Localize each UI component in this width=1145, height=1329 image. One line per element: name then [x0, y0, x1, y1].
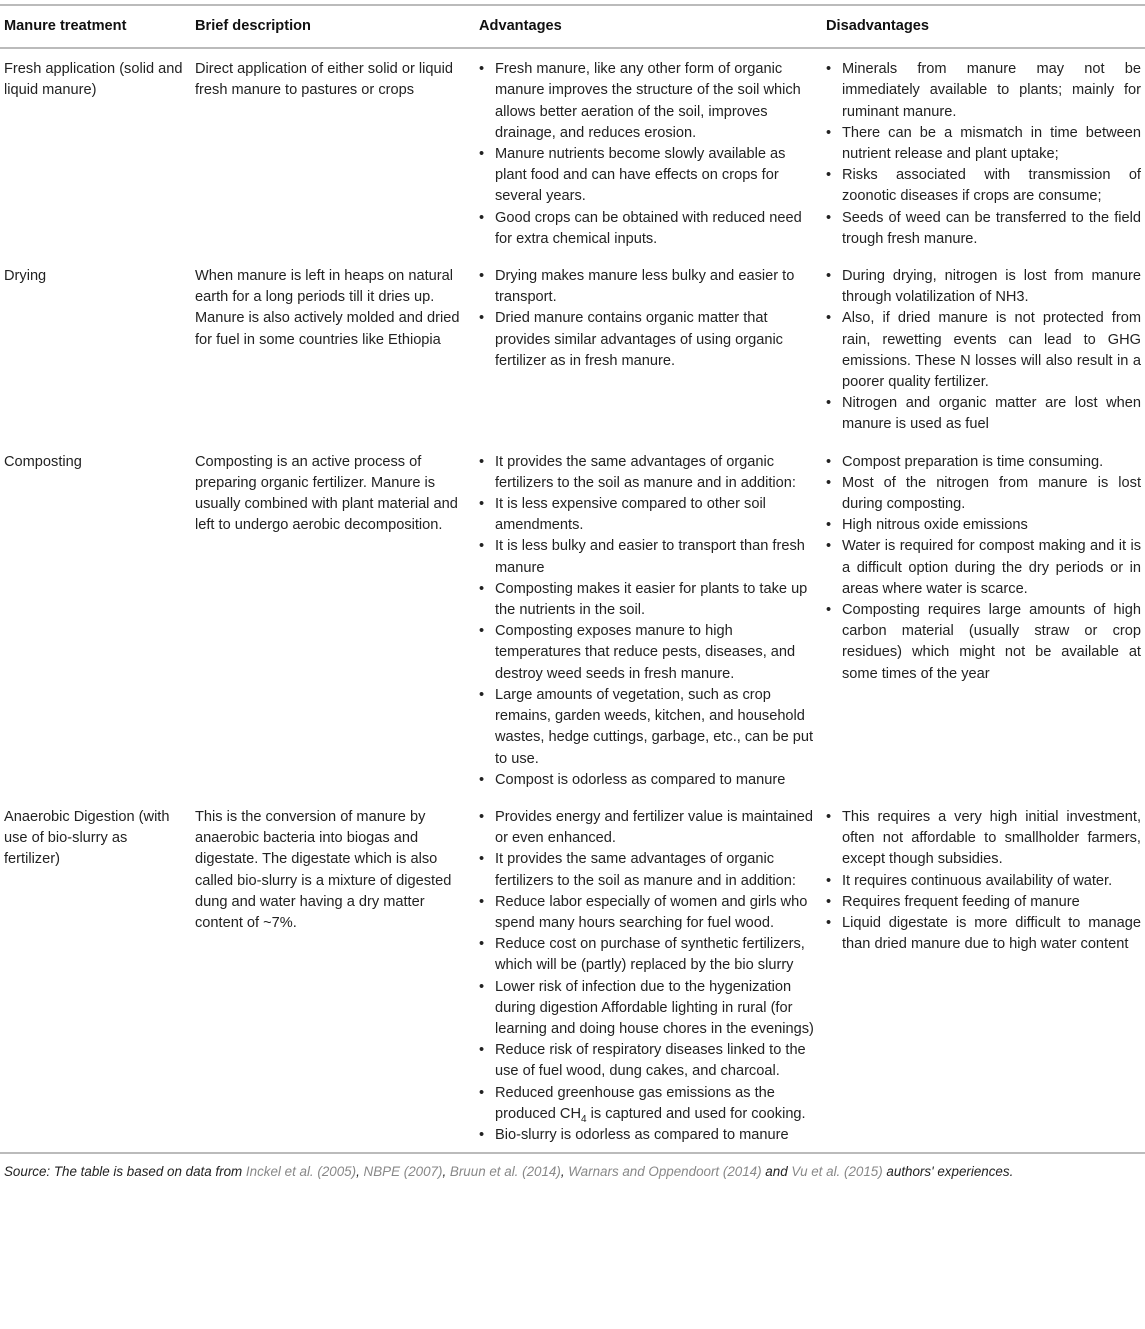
advantage-item: • Lower risk of infection due to the hygenization during digestion Affordable lighting in rural (for learning and doing house chores in the evenings) [479, 977, 818, 1041]
advantage-item: • Manure nutrients become slowly available as plant food and can have effects on crops for several years. [479, 144, 818, 208]
advantage-item: • Provides energy and fertilizer value is maintained or even enhanced. [479, 807, 818, 849]
description-cell: Direct application of either solid or liquid fresh manure to pastures or crops [195, 61, 453, 99]
disadvantage-item: • During drying, nitrogen is lost from manure through volatilization of NH3. [826, 266, 1141, 308]
table-row [0, 799, 1145, 1153]
description-cell: This is the conversion of manure by anaerobic bacteria into biogas and digestate. The digestate which is also called bio-slurry is a mixture of digested dung and water having a dry matter content of ~7%. [191, 799, 475, 1153]
manure-treatment-table-page [0, 4, 1145, 1179]
header-treatment: Manure treatment [0, 5, 191, 48]
advantage-item: • Reduce cost on purchase of synthetic fertilizers, which will be (partly) replaced by the bio slurry [479, 934, 818, 976]
header-disadvantages: Disadvantages [822, 5, 1145, 48]
disadvantage-item: • This requires a very high initial investment, often not affordable to smallholder farmers, except though subsidies. [826, 807, 1141, 871]
disadvantage-item: • Minerals from manure may not be immediately available to plants; mainly for ruminant manure. [826, 59, 1141, 123]
advantages-cell [475, 799, 822, 1153]
disadvantage-item: • Water is required for compost making and it is a difficult option during the dry periods or in areas where water is scarce. [826, 536, 1141, 600]
disadvantages-cell [822, 444, 1145, 799]
disadvantage-item: • Composting requires large amounts of high carbon material (usually straw or crop residues) which might not be available at some times of the year [826, 600, 1141, 685]
advantage-item: • It provides the same advantages of organic fertilizers to the soil as manure and in addition: [479, 452, 818, 494]
advantage-item: • It is less bulky and easier to transport than fresh manure [479, 536, 818, 578]
disadvantage-item: • Also, if dried manure is not protected from rain, rewetting events can lead to GHG emissions. These N losses will also result in a poorer quality fertilizer. [826, 308, 1141, 393]
advantages-cell [475, 258, 822, 444]
advantage-item: • Fresh manure, like any other form of organic manure improves the structure of the soil which allows better aeration of the soil, improves drainage, and reduces erosion. [479, 59, 818, 144]
disadvantages-cell [822, 48, 1145, 258]
advantage-item: • Large amounts of vegetation, such as crop remains, garden weeds, kitchen, and household wastes, hedge cuttings, garbage, etc., can be put to use. [479, 685, 818, 770]
advantage-item: • Composting makes it easier for plants to take up the nutrients in the soil. [479, 579, 818, 621]
header-advantages: Advantages [475, 5, 822, 48]
table-row [0, 48, 1145, 258]
disadvantage-item: • Requires frequent feeding of manure [826, 892, 1141, 913]
advantage-item: • Reduce risk of respiratory diseases linked to the use of fuel wood, dung cakes, and charcoal. [479, 1040, 818, 1082]
advantage-item: • It provides the same advantages of organic fertilizers to the soil as manure and in addition: [479, 849, 818, 891]
table-row [0, 258, 1145, 444]
advantages-list [479, 266, 818, 372]
citation-link[interactable]: Warnars and Oppendoort (2014) [568, 1164, 762, 1180]
treatment-cell: Drying [4, 268, 47, 285]
advantages-cell [475, 444, 822, 799]
manure-treatment-table [0, 4, 1145, 1154]
advantage-item: • Composting exposes manure to high temperatures that reduce pests, diseases, and destroy weed seeds in fresh manure. [479, 621, 818, 685]
advantage-item: • Reduced greenhouse gas emissions as the produced $CH_4$ is captured and used for cooking. [479, 1083, 818, 1125]
table-source-note: Source: The table is based on data from Inckel et al. (2005), NBPE (2007), Bruun et al. (2014), Warnars and Oppendoort (2014) and Vu et al. (2015) authors' experiences. [4, 1164, 1014, 1180]
citation-link[interactable]: Vu et al. (2015) [791, 1164, 883, 1180]
header-description: Brief description [191, 5, 475, 48]
disadvantage-item: • Liquid digestate is more difficult to manage than dried manure due to high water content [826, 913, 1141, 955]
disadvantage-item: • It requires continuous availability of water. [826, 871, 1141, 892]
header-row [0, 5, 1145, 48]
description-cell: When manure is left in heaps on natural earth for a long periods till it dries up. Manure is also actively molded and dried for fuel in some countries like Ethiopia [195, 268, 460, 348]
advantage-item: • Reduce labor especially of women and girls who spend many hours searching for fuel wood. [479, 892, 818, 934]
advantage-item: • Dried manure contains organic matter that provides similar advantages of using organic fertilizer as in fresh manure. [479, 308, 818, 372]
advantage-item: • Compost is odorless as compared to manure [479, 770, 818, 791]
description-cell: Composting is an active process of preparing organic fertilizer. Manure is usually combined with plant material and left to undergo aerobic decomposition. [195, 453, 458, 534]
disadvantage-item: • High nitrous oxide emissions [826, 515, 1141, 536]
advantages-list [479, 452, 818, 791]
advantage-item: • Drying makes manure less bulky and easier to transport. [479, 266, 818, 308]
treatment-cell: Composting [4, 453, 82, 470]
disadvantages-list [826, 452, 1141, 685]
citation-link[interactable]: NBPE (2007) [363, 1164, 443, 1180]
treatment-cell: Fresh application (solid and liquid manure) [4, 61, 183, 99]
disadvantages-list [826, 266, 1141, 436]
disadvantages-list [826, 59, 1141, 250]
disadvantage-item: • Nitrogen and organic matter are lost when manure is used as fuel [826, 393, 1141, 435]
advantage-item: • Bio-slurry is odorless as compared to manure [479, 1125, 818, 1146]
treatment-cell: Anaerobic Digestion (with use of bio-slurry as fertilizer) [0, 799, 191, 1153]
table-row [0, 444, 1145, 799]
disadvantage-item: • There can be a mismatch in time between nutrient release and plant uptake; [826, 123, 1141, 165]
disadvantage-item: • Seeds of weed can be transferred to the field trough fresh manure. [826, 208, 1141, 250]
disadvantage-item: • Compost preparation is time consuming. [826, 452, 1141, 473]
advantages-cell [475, 48, 822, 258]
advantage-item: • Good crops can be obtained with reduced need for extra chemical inputs. [479, 208, 818, 250]
disadvantages-cell [822, 799, 1145, 1153]
citation-link[interactable]: Inckel et al. (2005) [245, 1164, 357, 1180]
disadvantage-item: • Risks associated with transmission of zoonotic diseases if crops are consume; [826, 165, 1141, 207]
advantage-item: • It is less expensive compared to other soil amendments. [479, 494, 818, 536]
citation-link[interactable]: Bruun et al. (2014) [449, 1164, 561, 1180]
disadvantages-cell [822, 258, 1145, 444]
advantages-list [479, 59, 818, 250]
disadvantage-item: • Most of the nitrogen from manure is lost during composting. [826, 473, 1141, 515]
disadvantages-list [826, 807, 1141, 955]
advantages-list [479, 807, 818, 1146]
